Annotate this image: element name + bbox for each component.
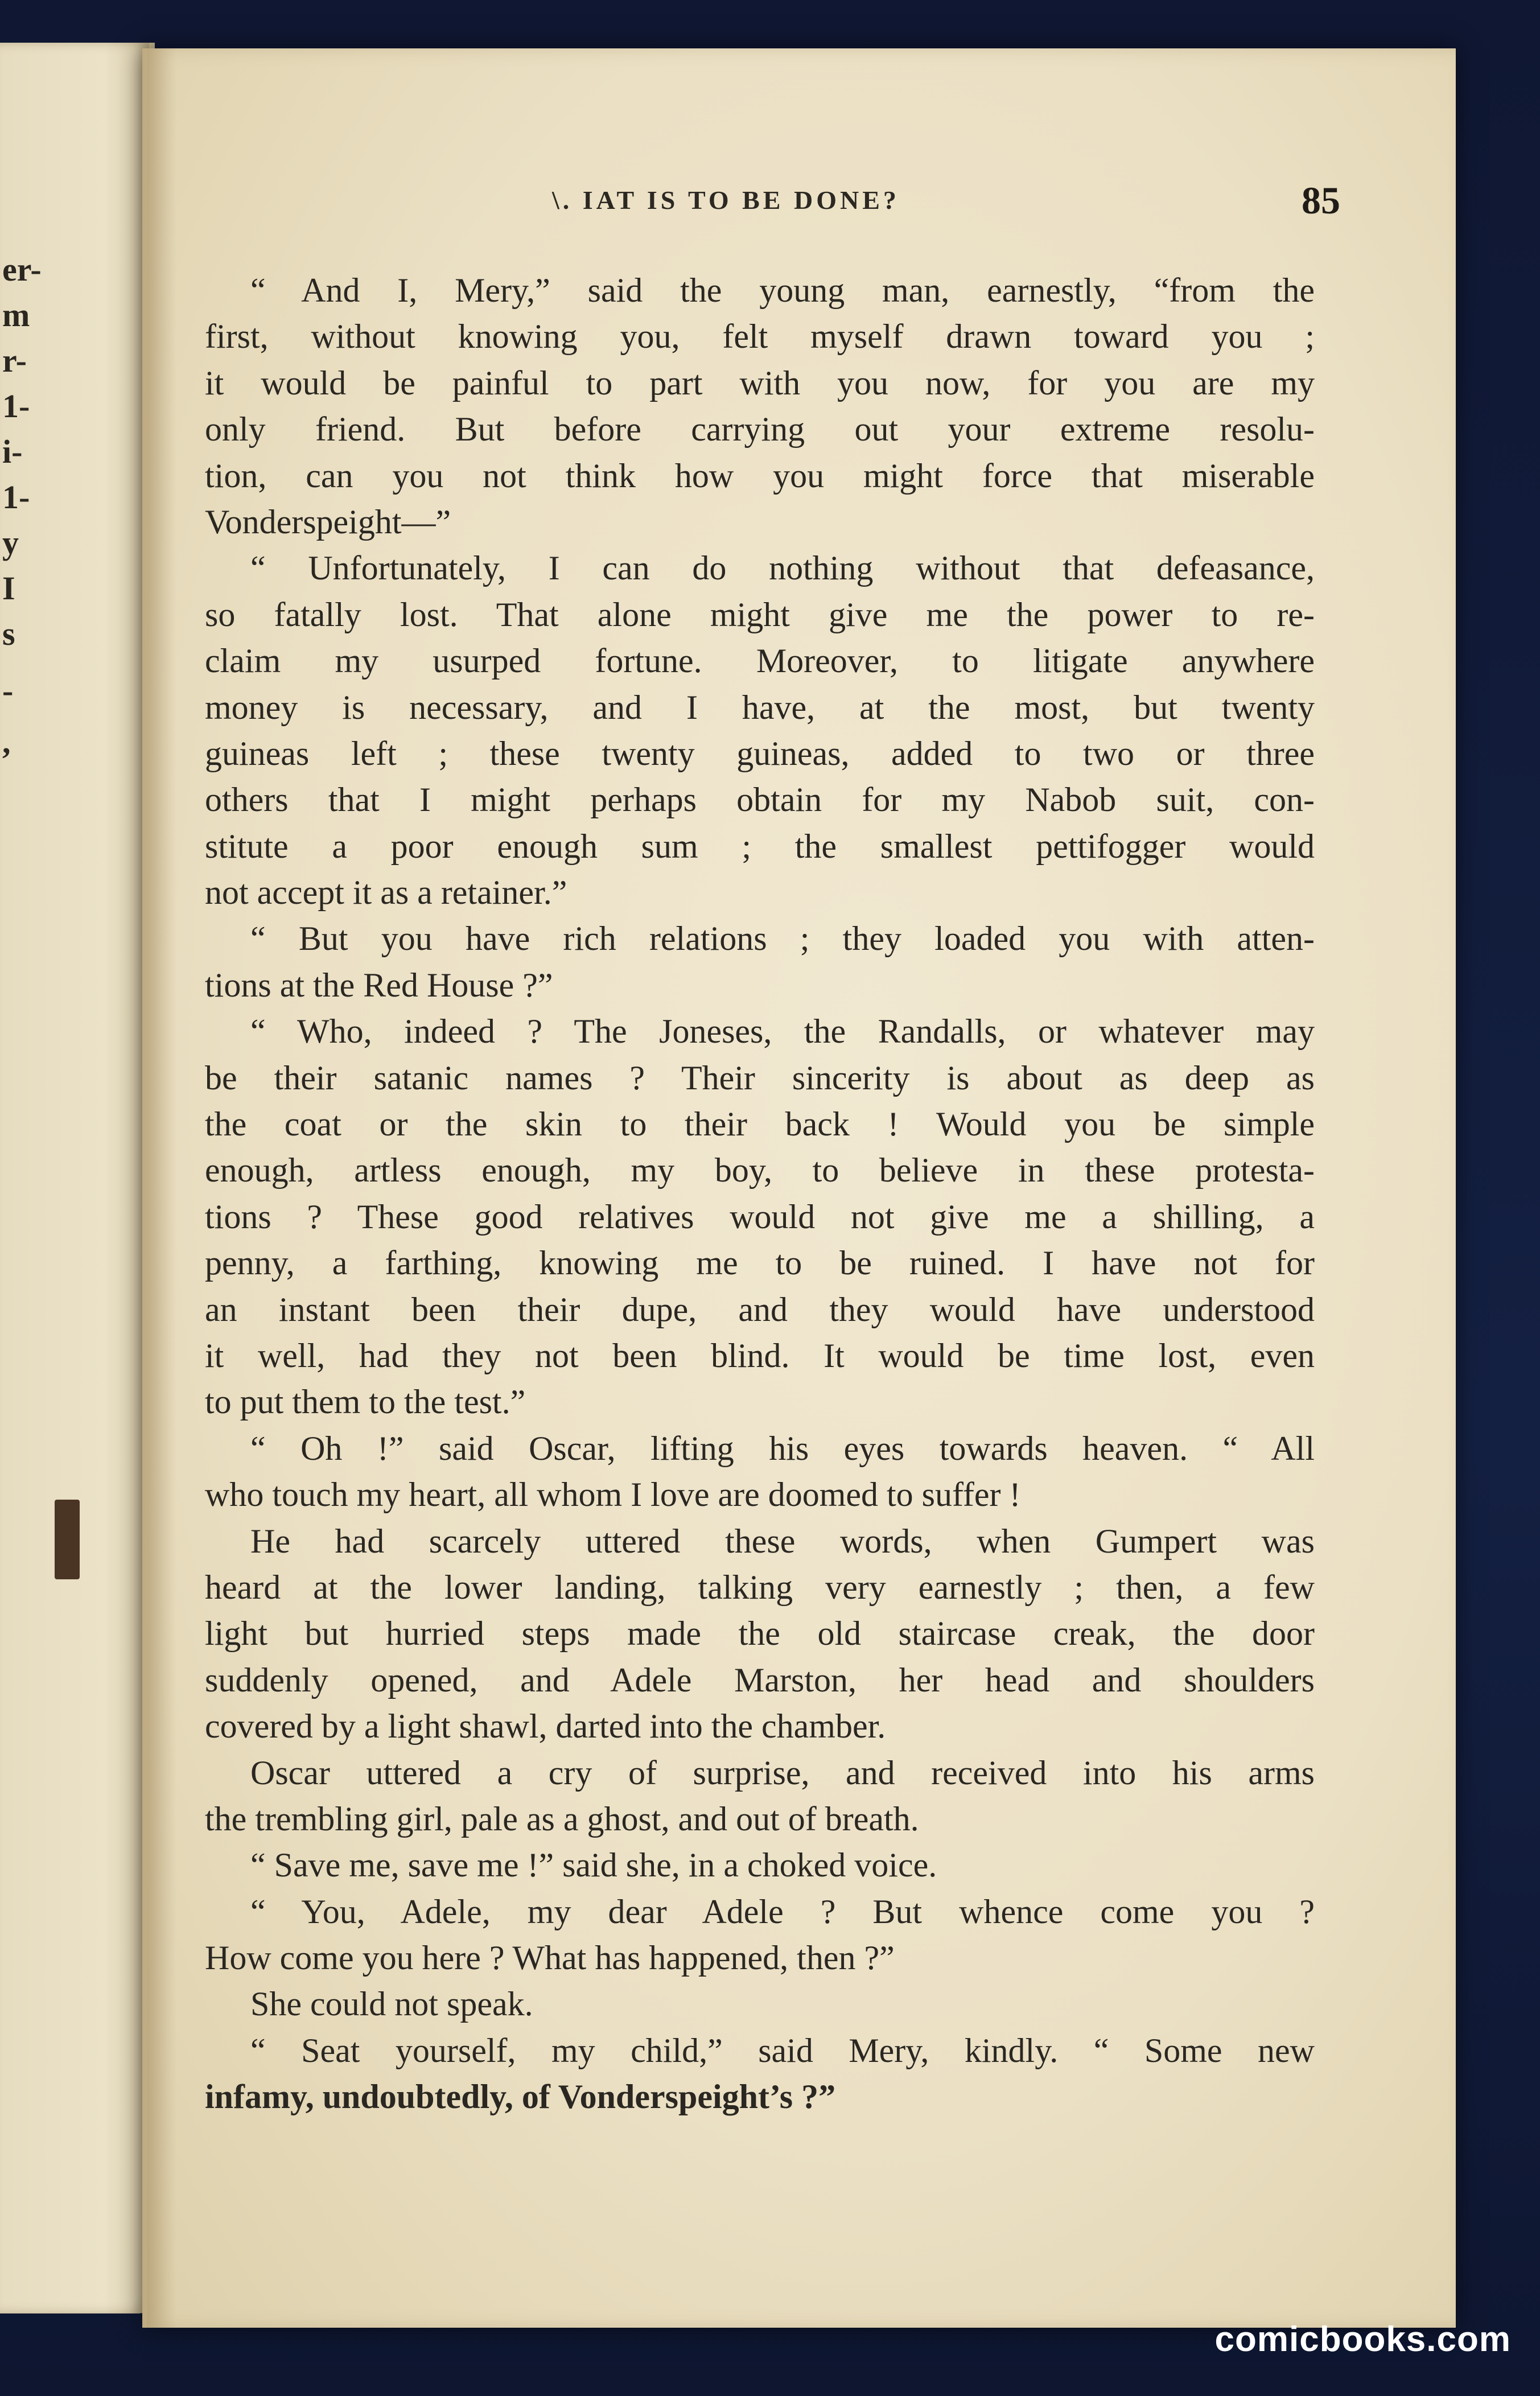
text-line: guineas left ; these twenty guineas, added to two or three — [205, 734, 1315, 772]
running-head — [142, 179, 1451, 225]
text-line: tion, can you not think how you might force that miserable — [205, 456, 1315, 495]
text-line: “ Oh !” said Oscar, lifting his eyes towards heaven. “ All — [250, 1429, 1315, 1467]
page-gutter-shadow — [142, 48, 176, 2328]
text-line: it well, had they not been blind. It would be time lost, even — [205, 1336, 1315, 1374]
text-line: “ You, Adele, my dear Adele ? But whence come you ? — [250, 1892, 1315, 1930]
text-line: “ And I, Mery,” said the young man, earnestly, “from the — [250, 271, 1315, 309]
text-line: enough, artless enough, my boy, to believe in these protesta- — [205, 1151, 1315, 1189]
running-head-title: \. IAT IS TO BE DONE? — [552, 186, 900, 215]
text-line: be their satanic names ? Their sincerity is about as deep as — [205, 1059, 1315, 1097]
text-line: suddenly opened, and Adele Marston, her head and shoulders — [205, 1661, 1315, 1699]
text-line: an instant been their dupe, and they would have understood — [205, 1290, 1315, 1328]
text-line: penny, a farthing, knowing me to be ruined. I have not for — [205, 1244, 1315, 1282]
text-line: stitute a poor enough sum ; the smallest pettifogger would — [205, 827, 1315, 865]
watermark: comicbooks.com — [1214, 2320, 1511, 2359]
page-number: 85 — [1302, 179, 1340, 222]
text-line: money is necessary, and I have, at the most, but twenty — [205, 688, 1315, 726]
text-line: who touch my heart, all whom I love are doomed to suffer ! — [205, 1476, 1021, 1514]
left-page-text: , — [2, 723, 11, 760]
text-line: He had scarcely uttered these words, when Gumpert was — [250, 1522, 1315, 1560]
left-page-text: - — [2, 672, 14, 709]
left-page-fragment — [0, 43, 155, 2313]
text-line: claim my usurped fortune. Moreover, to litigate anywhere — [205, 642, 1315, 680]
binding-tab — [55, 1500, 80, 1579]
body-text — [205, 267, 1315, 2121]
text-line: light but hurried steps made the old staircase creak, the door — [205, 1615, 1315, 1653]
text-line: heard at the lower landing, talking very earnestly ; then, a few — [205, 1568, 1315, 1606]
left-page-text: I — [2, 570, 15, 607]
left-page-text: m — [2, 297, 30, 334]
text-line: so fatally lost. That alone might give me the power to re- — [205, 595, 1315, 633]
text-line: She could not speak. — [250, 1985, 533, 2023]
text-line: “ Who, indeed ? The Joneses, the Randalls, or whatever may — [250, 1012, 1315, 1051]
text-line: “ Unfortunately, I can do nothing without that defeasance, — [250, 549, 1315, 587]
left-page-text: 1- — [2, 388, 30, 425]
text-line: it would be painful to part with you now, for you are my — [205, 364, 1315, 402]
text-line: “ Seat yourself, my child,” said Mery, kindly. “ Some new — [250, 2031, 1315, 2069]
left-page-text: r- — [2, 342, 27, 379]
text-line: not accept it as a retainer.” — [205, 874, 567, 912]
text-line: first, without knowing you, felt myself drawn toward you ; — [205, 318, 1315, 356]
text-line: the coat or the skin to their back ! Would you be simple — [205, 1105, 1315, 1143]
text-line: others that I might perhaps obtain for my Nabob suit, con- — [205, 781, 1315, 819]
text-line: Oscar uttered a cry of surprise, and received into his arms — [250, 1753, 1315, 1792]
text-line: covered by a light shawl, darted into the chamber. — [205, 1707, 886, 1745]
left-page-text: 1- — [2, 479, 30, 516]
text-line: “ But you have rich relations ; they loaded you with atten- — [250, 920, 1315, 958]
text-line: Vonderspeight—” — [205, 503, 451, 541]
left-page-text: y — [2, 524, 19, 561]
text-line: to put them to the test.” — [205, 1383, 526, 1421]
left-page-text: i- — [2, 433, 23, 470]
text-line: “ Save me, save me !” said she, in a choked voice. — [250, 1846, 937, 1884]
left-page-text: er- — [2, 251, 42, 288]
text-line: How come you here ? What has happened, then ?” — [205, 1939, 895, 1977]
left-page-text: s — [2, 615, 15, 652]
text-line: only friend. But before carrying out your extreme resolu- — [205, 410, 1315, 448]
text-line: tions at the Red House ?” — [205, 966, 553, 1004]
text-line: infamy, undoubtedly, of Vonderspeight’s ?” — [205, 2078, 836, 2116]
text-line: tions ? These good relatives would not give me a shilling, a — [205, 1197, 1315, 1236]
text-line: the trembling girl, pale as a ghost, and out of breath. — [205, 1800, 919, 1838]
